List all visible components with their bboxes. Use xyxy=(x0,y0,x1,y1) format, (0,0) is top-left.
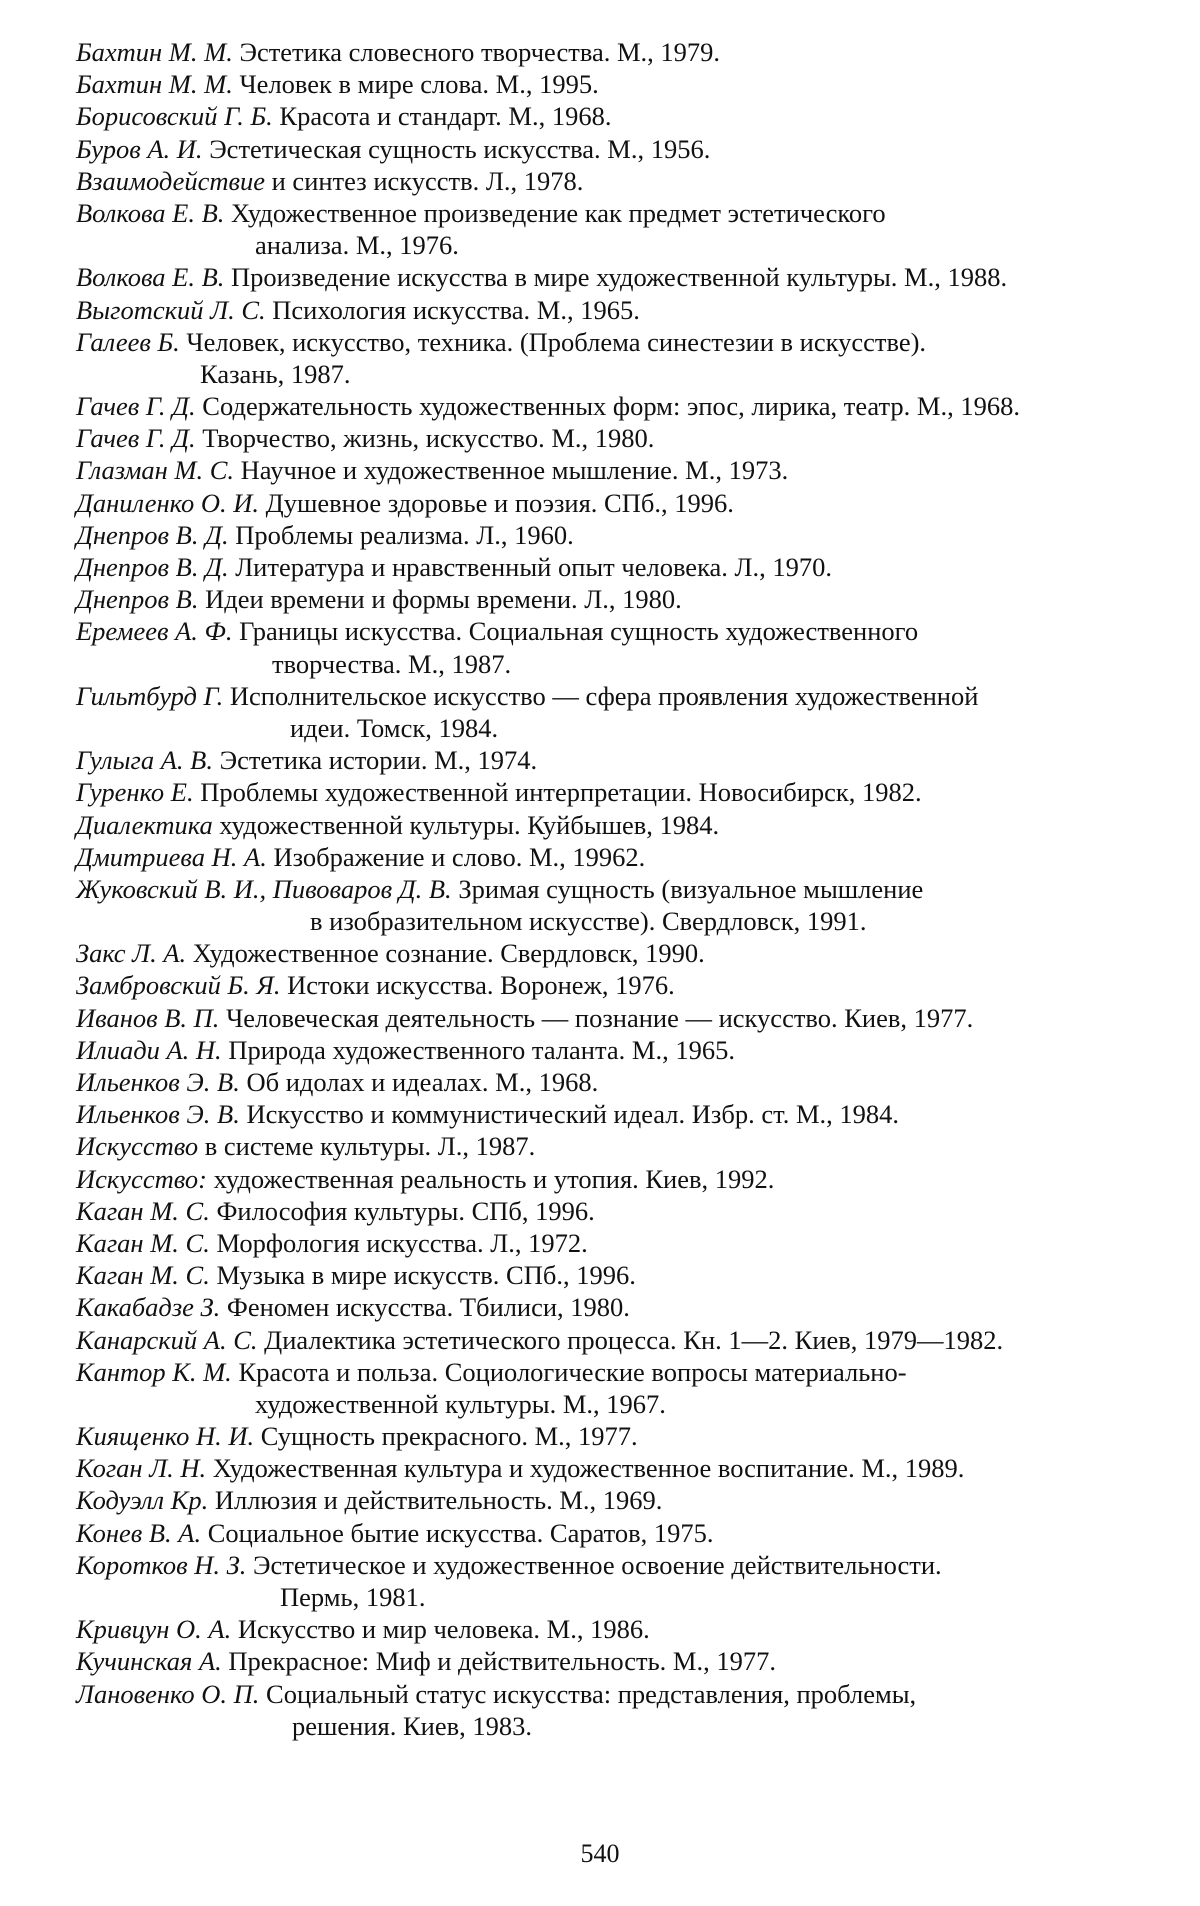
entry-text: Научное и художественное мышление. М., 1973. xyxy=(240,455,789,486)
entry-text: Диалектика эстетического процесса. Кн. 1—2. Киев, 1979—1982. xyxy=(264,1324,1004,1355)
entry-author: Ильенков Э. В. xyxy=(76,1099,240,1130)
entry-first-line xyxy=(0,1163,1200,1195)
entry-text: Музыка в мире искусств. СПб., 1996. xyxy=(216,1260,636,1291)
entry-text: Искусство и коммунистический идеал. Избр. ст. М., 1984. xyxy=(246,1099,900,1130)
bibliography-entry xyxy=(0,165,1200,197)
bibliography-list xyxy=(0,36,1200,1742)
bibliography-entry xyxy=(0,1066,1200,1098)
entry-text: Границы искусства. Социальная сущность художественного xyxy=(239,616,919,647)
entry-author: Иванов В. П. xyxy=(76,1002,220,1033)
bibliography-entry xyxy=(0,1613,1200,1645)
entry-first-line xyxy=(0,326,1200,358)
entry-author: Кантор К. М. xyxy=(76,1356,232,1387)
entry-text: Сущность прекрасного. М., 1977. xyxy=(260,1421,638,1452)
entry-first-line xyxy=(0,261,1200,293)
entry-author: Гачев Г. Д. xyxy=(76,423,196,454)
bibliography-entry xyxy=(0,100,1200,132)
bibliography-entry xyxy=(0,1645,1200,1677)
bibliography-entry xyxy=(0,1259,1200,1291)
bibliography-entry xyxy=(0,487,1200,519)
entry-first-line xyxy=(0,1452,1200,1484)
bibliography-entry xyxy=(0,1452,1200,1484)
entry-first-line xyxy=(0,1678,1200,1710)
entry-text: Изображение и слово. М., 19962. xyxy=(273,841,646,872)
bibliography-entry xyxy=(0,36,1200,68)
bibliography-entry xyxy=(0,1324,1200,1356)
entry-text: Произведение искусства в мире художественной культуры. М., 1988. xyxy=(231,262,1008,293)
bibliography-entry xyxy=(0,1227,1200,1259)
entry-first-line xyxy=(0,841,1200,873)
bibliography-entry xyxy=(0,1098,1200,1130)
bibliography-entry xyxy=(0,519,1200,551)
entry-text: Социальное бытие искусства. Саратов, 1975. xyxy=(207,1517,714,1548)
entry-text: Душевное здоровье и поэзия. СПб., 1996. xyxy=(265,487,734,518)
entry-first-line xyxy=(0,583,1200,615)
entry-author: Искусство: xyxy=(76,1163,207,1194)
bibliography-entry xyxy=(0,326,1200,390)
bibliography-entry xyxy=(0,744,1200,776)
entry-author: Лановенко О. П. xyxy=(76,1678,260,1709)
entry-first-line xyxy=(0,776,1200,808)
entry-first-line xyxy=(0,1420,1200,1452)
entry-text: Природа художественного таланта. М., 1965. xyxy=(228,1034,735,1065)
entry-first-line xyxy=(0,1549,1200,1581)
entry-author: Днепров В. xyxy=(76,584,199,615)
entry-author: Гулыга А. В. xyxy=(76,745,213,776)
entry-text: Проблемы художественной интерпретации. Новосибирск, 1982. xyxy=(200,777,922,808)
entry-author: Даниленко О. И. xyxy=(76,487,260,518)
entry-continuation-line xyxy=(0,358,1200,390)
entry-author: Искусство xyxy=(76,1131,199,1162)
bibliography-entry xyxy=(0,841,1200,873)
entry-text: и синтез искусств. Л., 1978. xyxy=(271,165,584,196)
entry-text: Прекрасное: Миф и действительность. М., 1977. xyxy=(228,1646,776,1677)
entry-author: Глазман М. С. xyxy=(76,455,235,486)
entry-author: Канарский А. С. xyxy=(76,1324,258,1355)
entry-author: Волкова Е. В. xyxy=(76,262,225,293)
entry-first-line xyxy=(0,454,1200,486)
entry-author: Кривцун О. А. xyxy=(76,1614,232,1645)
bibliography-entry xyxy=(0,1517,1200,1549)
entry-author: Каган М. С. xyxy=(76,1195,210,1226)
entry-text: Зримая сущность (визуальное мышление xyxy=(458,873,924,904)
entry-text: Красота и польза. Социологические вопросы материально- xyxy=(238,1356,907,1387)
entry-text: Художественное произведение как предмет эстетического xyxy=(231,197,886,228)
entry-author: Гильтбурд Г. xyxy=(76,680,224,711)
entry-author: Борисовский Г. Б. xyxy=(76,101,273,132)
entry-first-line xyxy=(0,1645,1200,1677)
entry-text: Человеческая деятельность — познание — искусство. Киев, 1977. xyxy=(226,1002,974,1033)
entry-first-line xyxy=(0,969,1200,1001)
entry-author: Закс Л. А. xyxy=(76,938,187,969)
entry-continuation-line xyxy=(0,1581,1200,1613)
entry-first-line xyxy=(0,1098,1200,1130)
entry-author: Взаимодействие xyxy=(76,165,265,196)
entry-first-line xyxy=(0,1034,1200,1066)
entry-first-line xyxy=(0,487,1200,519)
entry-first-line xyxy=(0,100,1200,132)
bibliography-entry xyxy=(0,1163,1200,1195)
bibliography-entry xyxy=(0,1130,1200,1162)
entry-text: Литература и нравственный опыт человека. Л., 1970. xyxy=(235,552,833,582)
bibliography-entry xyxy=(0,551,1200,583)
entry-first-line xyxy=(0,519,1200,551)
entry-author: Конев В. А. xyxy=(76,1517,202,1548)
entry-text: Художественное сознание. Свердловск, 1990. xyxy=(192,938,705,969)
entry-continuation-line xyxy=(0,648,1200,680)
entry-first-line xyxy=(0,1291,1200,1323)
bibliography-entry xyxy=(0,1291,1200,1323)
bibliography-entry xyxy=(0,969,1200,1001)
entry-first-line xyxy=(0,1356,1200,1388)
bibliography-entry xyxy=(0,1195,1200,1227)
entry-continuation-line xyxy=(0,229,1200,261)
entry-first-line xyxy=(0,36,1200,68)
entry-text: художественной культуры. М., 1967. xyxy=(255,1388,666,1419)
entry-continuation-line xyxy=(0,712,1200,744)
entry-author: Диалектика xyxy=(76,809,213,840)
entry-first-line xyxy=(0,680,1200,712)
entry-author: Жуковский В. И., Пивоваров Д. В. xyxy=(76,873,452,904)
entry-first-line xyxy=(0,1227,1200,1259)
bibliography-entry xyxy=(0,1034,1200,1066)
entry-text: Эстетическое и художественное освоение действительности. xyxy=(253,1549,942,1580)
entry-author: Бахтин М. М. xyxy=(76,37,233,67)
entry-text: Морфология искусства. Л., 1972. xyxy=(216,1227,588,1258)
entry-first-line xyxy=(0,1517,1200,1549)
bibliography-entry xyxy=(0,615,1200,679)
entry-text: художественная реальность и утопия. Киев, 1992. xyxy=(213,1163,775,1194)
bibliography-entry xyxy=(0,454,1200,486)
bibliography-entry xyxy=(0,680,1200,744)
bibliography-entry xyxy=(0,1549,1200,1613)
entry-continuation-line xyxy=(0,1388,1200,1420)
entry-text: в изобразительном искусстве). Свердловск, 1991. xyxy=(310,906,867,937)
bibliography-entry xyxy=(0,422,1200,454)
entry-text: Пермь, 1981. xyxy=(280,1582,426,1612)
bibliography-entry xyxy=(0,1420,1200,1452)
entry-text: Психология искусства. М., 1965. xyxy=(272,294,640,325)
entry-author: Какабадзе З. xyxy=(76,1292,221,1323)
entry-author: Киященко Н. И. xyxy=(76,1421,255,1452)
entry-author: Еремеев А. Ф. xyxy=(76,616,233,647)
entry-text: творчества. М., 1987. xyxy=(272,648,512,679)
entry-first-line xyxy=(0,390,1200,422)
entry-author: Илиади А. Н. xyxy=(76,1034,222,1065)
entry-first-line xyxy=(0,1002,1200,1034)
entry-author: Гачев Г. Д. xyxy=(76,391,196,422)
entry-author: Гуренко Е. xyxy=(76,777,194,808)
entry-author: Каган М. С. xyxy=(76,1227,210,1258)
entry-author: Кодуэлл Кр. xyxy=(76,1485,209,1516)
entry-first-line xyxy=(0,1066,1200,1098)
entry-first-line xyxy=(0,551,1200,583)
entry-text: Исполнительское искусство — сфера проявления художественной xyxy=(229,680,979,711)
entry-author: Днепров В. Д. xyxy=(76,519,229,550)
entry-first-line xyxy=(0,1324,1200,1356)
bibliography-entry xyxy=(0,261,1200,293)
entry-author: Кучинская А. xyxy=(76,1646,222,1677)
entry-text: Содержательность художественных форм: эпос, лирика, театр. М., 1968. xyxy=(202,391,1020,422)
entry-text: Эстетика словесного творчества. М., 1979. xyxy=(239,37,721,67)
entry-author: Волкова Е. В. xyxy=(76,197,225,228)
entry-author: Каган М. С. xyxy=(76,1260,210,1291)
entry-author: Буров А. И. xyxy=(76,133,203,164)
bibliography-entry xyxy=(0,1002,1200,1034)
bibliography-entry xyxy=(0,809,1200,841)
entry-author: Дмитриева Н. А. xyxy=(76,841,267,872)
entry-first-line xyxy=(0,197,1200,229)
entry-text: Творчество, жизнь, искусство. М., 1980. xyxy=(202,423,655,454)
entry-author: Галеев Б. xyxy=(76,326,180,357)
entry-author: Бахтин М. М. xyxy=(76,69,233,100)
entry-text: Проблемы реализма. Л., 1960. xyxy=(235,519,574,550)
entry-first-line xyxy=(0,294,1200,326)
entry-first-line xyxy=(0,744,1200,776)
bibliography-entry xyxy=(0,390,1200,422)
entry-text: решения. Киев, 1983. xyxy=(292,1710,532,1741)
bibliography-entry xyxy=(0,937,1200,969)
bibliography-entry xyxy=(0,873,1200,937)
bibliography-entry xyxy=(0,1484,1200,1516)
entry-first-line xyxy=(0,873,1200,905)
bibliography-entry xyxy=(0,776,1200,808)
entry-text: Истоки искусства. Воронеж, 1976. xyxy=(287,970,675,1001)
entry-first-line xyxy=(0,615,1200,647)
entry-text: в системе культуры. Л., 1987. xyxy=(204,1131,536,1162)
entry-text: Эстетика истории. М., 1974. xyxy=(219,745,538,776)
entry-author: Днепров В. Д. xyxy=(76,552,229,582)
entry-continuation-line xyxy=(0,1710,1200,1742)
entry-first-line xyxy=(0,809,1200,841)
entry-text: Феномен искусства. Тбилиси, 1980. xyxy=(226,1292,630,1323)
entry-author: Коган Л. Н. xyxy=(76,1453,207,1484)
entry-first-line xyxy=(0,68,1200,100)
entry-first-line xyxy=(0,165,1200,197)
entry-first-line xyxy=(0,422,1200,454)
entry-text: Человек, искусство, техника. (Проблема синестезии в искусстве). xyxy=(186,326,927,357)
entry-first-line xyxy=(0,1259,1200,1291)
entry-text: Казань, 1987. xyxy=(200,358,351,389)
entry-text: Красота и стандарт. М., 1968. xyxy=(279,101,612,132)
entry-text: Иллюзия и действительность. М., 1969. xyxy=(214,1485,663,1516)
page-number: 540 xyxy=(580,1839,620,1868)
entry-first-line xyxy=(0,937,1200,969)
bibliography-entry xyxy=(0,583,1200,615)
entry-author: Выготский Л. С. xyxy=(76,294,266,325)
entry-text: Художественная культура и художественное воспитание. М., 1989. xyxy=(212,1453,965,1484)
entry-first-line xyxy=(0,1484,1200,1516)
bibliography-entry xyxy=(0,133,1200,165)
bibliography-entry xyxy=(0,68,1200,100)
entry-author: Замбровский Б. Я. xyxy=(76,970,281,1001)
entry-first-line xyxy=(0,133,1200,165)
entry-text: анализа. М., 1976. xyxy=(255,230,459,261)
entry-first-line xyxy=(0,1130,1200,1162)
entry-continuation-line xyxy=(0,905,1200,937)
entry-text: Искусство и мир человека. М., 1986. xyxy=(237,1614,650,1645)
bibliography-entry xyxy=(0,1678,1200,1742)
entry-text: идеи. Томск, 1984. xyxy=(290,712,499,743)
entry-author: Коротков Н. З. xyxy=(76,1549,247,1580)
bibliography-entry xyxy=(0,197,1200,261)
entry-text: Эстетическая сущность искусства. М., 1956. xyxy=(209,133,711,164)
entry-first-line xyxy=(0,1613,1200,1645)
bibliography-entry xyxy=(0,1356,1200,1420)
entry-text: Об идолах и идеалах. М., 1968. xyxy=(246,1067,599,1097)
entry-first-line xyxy=(0,1195,1200,1227)
bibliography-entry xyxy=(0,294,1200,326)
entry-text: Философия культуры. СПб, 1996. xyxy=(216,1195,595,1226)
entry-text: Идеи времени и формы времени. Л., 1980. xyxy=(205,584,682,615)
entry-text: художественной культуры. Куйбышев, 1984. xyxy=(219,809,720,840)
entry-author: Ильенков Э. В. xyxy=(76,1067,240,1097)
entry-text: Социальный статус искусства: представления, проблемы, xyxy=(266,1678,917,1709)
entry-text: Человек в мире слова. М., 1995. xyxy=(239,69,599,100)
